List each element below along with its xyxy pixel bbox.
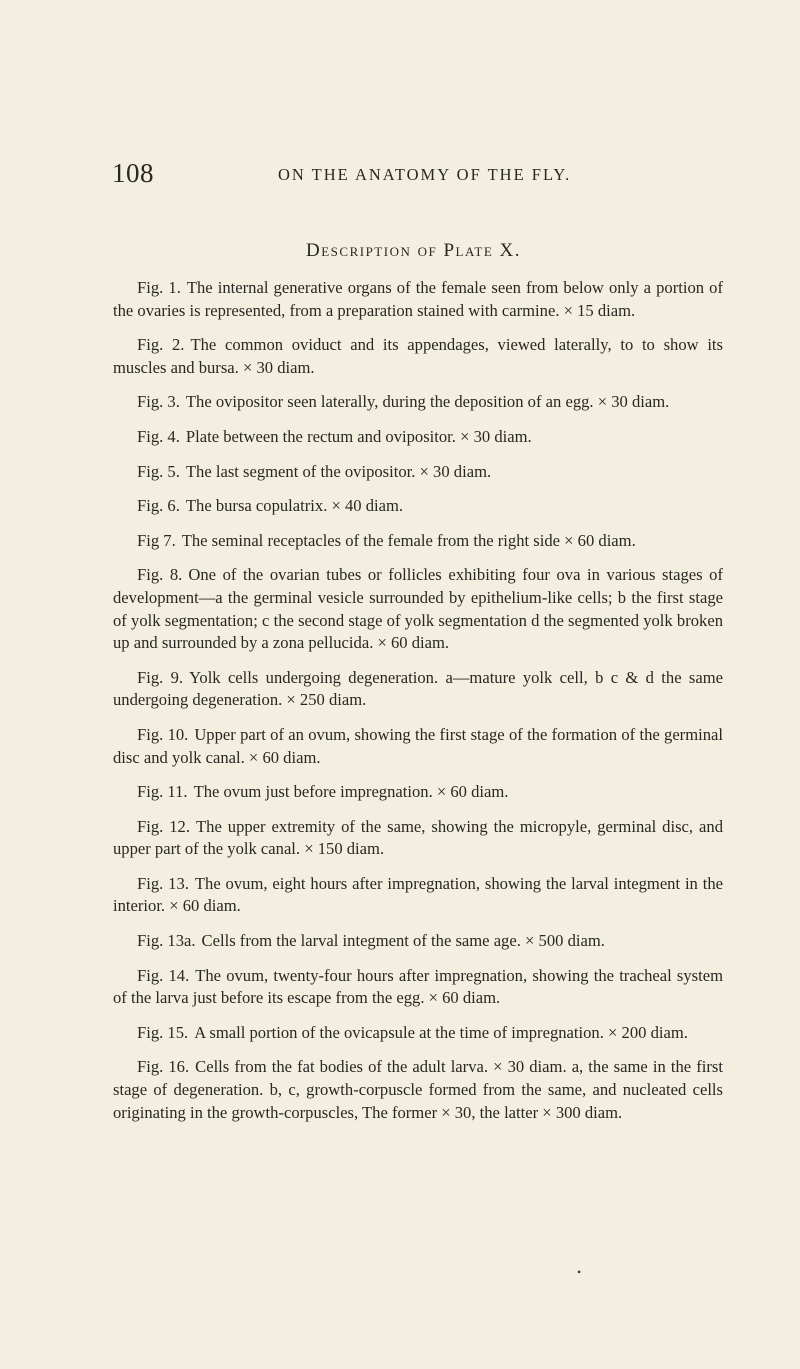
figure-text: Upper part of an ovum, showing the first stage of the formation of the germinal disc and yolk canal. × 60 diam.: [113, 724, 723, 767]
figure-label: Fig. 12.: [137, 816, 191, 836]
figure-label: Fig. 4.: [137, 426, 180, 446]
page-number: 108: [112, 158, 154, 188]
figure-text: Cells from the fat bodies of the adult larva. × 30 diam. a, the same in the first stage of degeneration. b, c, growth-corpuscle formed from the same, and nucleated cells originating in the growth-corpuscles, The former × 30, the latter × 300 diam.: [113, 1057, 723, 1122]
figure-text: The ovipositor seen laterally, during the deposition of an egg. × 30 diam.: [185, 392, 670, 412]
print-mark: •: [577, 1265, 582, 1279]
figure-entry-5: [113, 461, 723, 484]
running-head: ON THE ANATOMY OF THE FLY.: [278, 165, 572, 184]
figure-entry-10: [113, 724, 723, 769]
figure-text: The ovum, eight hours after impregnation, showing the larval integment in the interior. × 60 diam.: [113, 873, 723, 916]
figure-label: Fig. 15.: [137, 1022, 189, 1042]
figure-label: Fig. 8.: [137, 565, 183, 585]
figure-entry-14: [113, 965, 723, 1010]
figure-label: Fig. 13a.: [137, 931, 196, 951]
figure-entry-15: [113, 1022, 723, 1045]
figure-label: Fig. 1.: [137, 278, 181, 297]
figure-entry-1: [113, 277, 723, 322]
figure-text: One of the ovarian tubes or follicles exhibiting four ova in various stages of development—a the germinal vesicle surrounded by epithelium-like cells; b the first stage of yolk segmentation; c the second stage of yolk segmentation d the segmented yolk broken up and surrounded by a zona pellucida. × 60 diam.: [113, 565, 723, 653]
figure-text: The ovum, twenty-four hours after impregnation, showing the tracheal system of the larva just before its escape from the egg. × 60 diam.: [113, 965, 723, 1008]
figure-label: Fig. 11.: [137, 782, 188, 802]
figure-entry-16: [113, 1056, 723, 1124]
figure-text: The upper extremity of the same, showing the micropyle, germinal disc, and upper part of the yolk canal. × 150 diam.: [113, 816, 723, 859]
figure-entry-13a: [113, 930, 723, 953]
figure-entry-9: [113, 667, 723, 712]
figure-label: Fig. 5.: [137, 461, 180, 481]
figure-entry-2: [113, 334, 723, 379]
figure-label: Fig. 9.: [137, 667, 184, 687]
figure-entry-8: [113, 564, 723, 654]
figure-entry-7: [113, 530, 723, 553]
figure-description-list: [113, 277, 723, 1136]
plate-title: Description of Plate X.: [306, 240, 522, 261]
figure-entry-4: [113, 426, 723, 449]
figure-text: The last segment of the ovipositor. × 30 diam.: [185, 461, 492, 481]
figure-text: The internal generative organs of the female seen from below only a portion of the ovaries is represented, from a preparation stained with carmine. × 15 diam.: [113, 278, 723, 320]
figure-text: Yolk cells undergoing degeneration. a—mature yolk cell, b c & d the same undergoing degeneration. × 250 diam.: [113, 667, 723, 710]
figure-label: Fig. 13.: [137, 873, 189, 893]
figure-label: Fig. 14.: [137, 965, 190, 985]
figure-entry-12: [113, 816, 723, 861]
figure-entry-6: [113, 495, 723, 518]
figure-text: Plate between the rectum and ovipositor. × 30 diam.: [185, 426, 532, 446]
figure-text: The common oviduct and its appendages, viewed laterally, to to show its muscles and bursa. × 30 diam.: [113, 335, 723, 377]
figure-label: Fig 7.: [137, 530, 176, 550]
figure-label: Fig. 6.: [137, 496, 180, 516]
figure-label: Fig. 16.: [137, 1057, 190, 1077]
figure-label: Fig. 10.: [137, 724, 189, 744]
figure-text: The bursa copulatrix. × 40 diam.: [185, 496, 404, 516]
figure-entry-11: [113, 781, 723, 804]
figure-entry-13: [113, 873, 723, 918]
figure-text: The ovum just before impregnation. × 60 diam.: [193, 782, 509, 802]
figure-text: Cells from the larval integment of the same age. × 500 diam.: [201, 931, 605, 951]
figure-label: Fig. 3.: [137, 392, 180, 412]
figure-label: Fig. 2.: [137, 335, 185, 355]
figure-entry-3: [113, 391, 723, 414]
figure-text: The seminal receptacles of the female from the right side × 60 diam.: [181, 530, 636, 550]
figure-text: A small portion of the ovicapsule at the time of impregnation. × 200 diam.: [194, 1022, 688, 1042]
